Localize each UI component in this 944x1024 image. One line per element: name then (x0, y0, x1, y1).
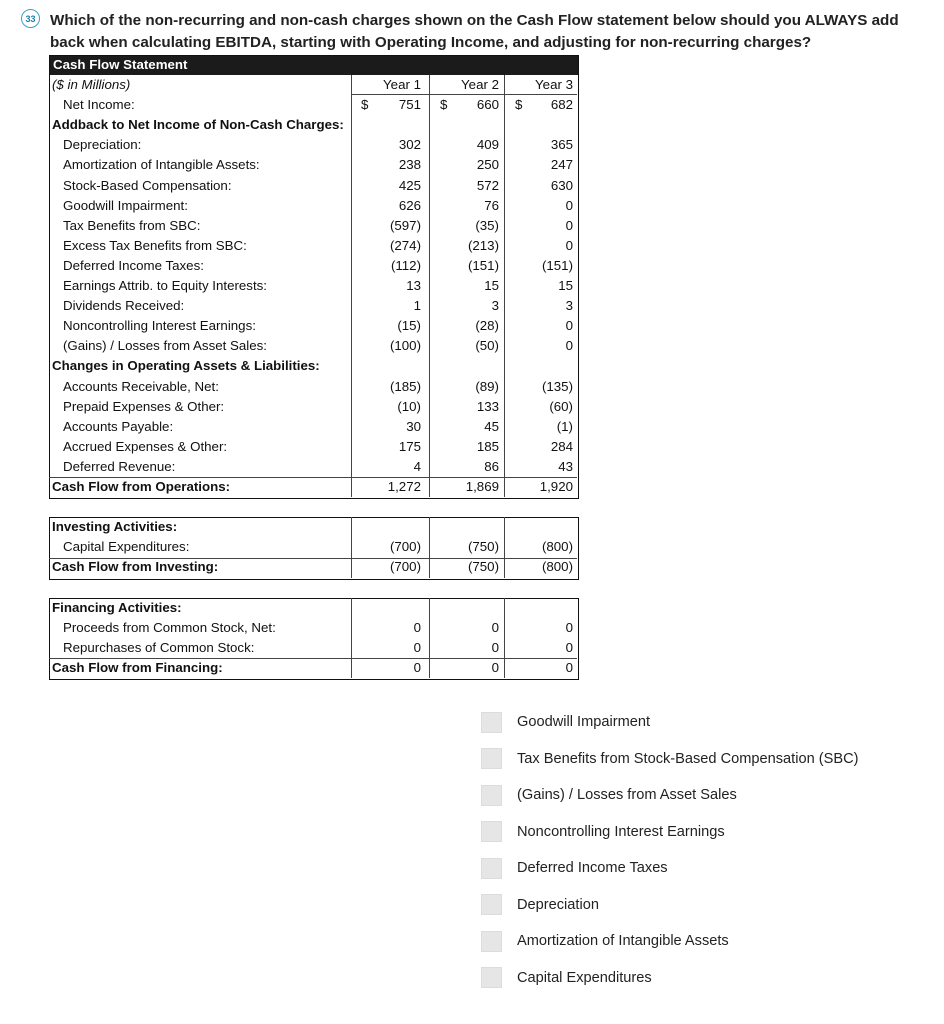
year-header: Year 1 (383, 77, 421, 93)
table-cell-value: 43 (558, 458, 573, 474)
table-gridline (49, 658, 577, 659)
table-cell-value: 1,920 (539, 478, 573, 494)
table-cell-value: (112) (390, 257, 421, 273)
table-cell-value: (60) (549, 398, 573, 414)
table-cell-value: 751 (398, 97, 421, 113)
table-cell-value: 0 (565, 659, 573, 675)
row-label: Tax Benefits from SBC: (63, 217, 201, 233)
total-row (49, 658, 579, 678)
table-cell-value: (750) (467, 539, 499, 555)
row-label: Cash Flow from Financing: (52, 659, 223, 675)
cash-flow-statement-table (49, 55, 579, 678)
table-cell-value: 0 (491, 639, 499, 655)
table-row (49, 176, 579, 196)
table-cell-value: 0 (413, 619, 421, 635)
table-cell-value: 302 (398, 137, 421, 153)
row-label: Earnings Attrib. to Equity Interests: (63, 278, 267, 294)
table-cell-value: (1) (556, 418, 573, 434)
table-cell-value: 0 (565, 639, 573, 655)
row-label: Prepaid Expenses & Other: (63, 398, 225, 414)
option-checkbox[interactable] (481, 894, 502, 915)
table-cell-value: (800) (541, 559, 573, 575)
table-row (49, 155, 579, 175)
table-gridline (351, 94, 577, 95)
total-row (49, 557, 579, 577)
table-cell-value: 250 (476, 157, 499, 173)
table-row (49, 457, 579, 477)
table-cell-value: (28) (475, 318, 499, 334)
table-row (49, 377, 579, 397)
table-cell-value: (800) (541, 539, 573, 555)
row-label: Noncontrolling Interest Earnings: (63, 318, 256, 334)
table-cell-value: 15 (558, 278, 573, 294)
table-row (49, 397, 579, 417)
option-checkbox[interactable] (481, 821, 502, 842)
spacer-row (49, 577, 579, 597)
table-cell-value: (274) (389, 237, 421, 253)
table-gridline (429, 517, 430, 577)
currency-symbol: $ (515, 97, 523, 113)
table-cell-value: 0 (491, 619, 499, 635)
table-cell-value: 0 (565, 338, 573, 354)
table-cell-value: (10) (397, 398, 421, 414)
table-gridline (504, 75, 505, 497)
table-cell-value: 0 (413, 639, 421, 655)
table-cell-value: 0 (565, 197, 573, 213)
table-cell-value: 238 (398, 157, 421, 173)
answer-option[interactable] (481, 704, 921, 741)
table-cell-value: 0 (565, 237, 573, 253)
table-cell-value: (151) (467, 257, 499, 273)
section-header: Financing Activities: (52, 599, 182, 615)
total-row (49, 477, 579, 497)
table-cell-value: 1 (413, 298, 421, 314)
table-cell-value: (50) (475, 338, 499, 354)
table-title: Cash Flow Statement (53, 57, 188, 72)
table-cell-value: 13 (406, 278, 421, 294)
option-label: (Gains) / Losses from Asset Sales (517, 787, 737, 804)
currency-symbol: $ (440, 97, 448, 113)
table-row (49, 417, 579, 437)
section-header-row (49, 115, 579, 135)
table-cell-value: 45 (484, 418, 499, 434)
table-gridline (351, 517, 352, 577)
option-checkbox[interactable] (481, 785, 502, 806)
option-checkbox[interactable] (481, 858, 502, 879)
table-row (49, 135, 579, 155)
option-label: Depreciation (517, 896, 599, 913)
table-cell-value: (135) (541, 378, 573, 394)
table-gridline (351, 598, 352, 678)
table-row (49, 196, 579, 216)
option-label: Goodwill Impairment (517, 714, 651, 731)
table-cell-value: 660 (476, 97, 499, 113)
year-header: Year 2 (461, 77, 499, 93)
section-header-row (49, 517, 579, 537)
answer-option[interactable] (481, 741, 921, 778)
table-row (49, 537, 579, 557)
row-label: Proceeds from Common Stock, Net: (63, 619, 276, 635)
table-cell-value: 365 (550, 137, 573, 153)
currency-symbol: $ (361, 97, 369, 113)
row-label: Stock-Based Compensation: (63, 177, 232, 193)
table-cell-value: 0 (565, 217, 573, 233)
table-cell-value: (89) (475, 378, 499, 394)
question-number-badge: 33 (21, 9, 40, 28)
option-checkbox[interactable] (481, 712, 502, 733)
table-row (49, 236, 579, 256)
table-cell-value: (700) (389, 539, 421, 555)
option-checkbox[interactable] (481, 931, 502, 952)
row-label: Accounts Payable: (63, 418, 174, 434)
table-cell-value: 185 (476, 438, 499, 454)
row-label: Goodwill Impairment: (63, 197, 188, 213)
table-cell-value: 1,869 (465, 478, 499, 494)
table-row (49, 216, 579, 236)
table-gridline (429, 598, 430, 678)
table-gridline (49, 558, 577, 559)
row-label: Cash Flow from Investing: (52, 559, 219, 575)
answer-option[interactable] (481, 777, 921, 814)
table-gridline (351, 75, 352, 497)
table-units: ($ in Millions) (52, 77, 131, 93)
row-label: Repurchases of Common Stock: (63, 639, 255, 655)
row-label: Accrued Expenses & Other: (63, 438, 228, 454)
table-gridline (504, 517, 505, 577)
table-cell-value: 682 (550, 97, 573, 113)
table-cell-value: 247 (550, 157, 573, 173)
spacer-row (49, 497, 579, 517)
table-cell-value: 425 (398, 177, 421, 193)
table-cell-value: 76 (484, 197, 499, 213)
answer-option[interactable] (481, 850, 921, 887)
row-label: Accounts Receivable, Net: (63, 378, 219, 394)
table-cell-value: 86 (484, 458, 499, 474)
table-title-row (49, 55, 579, 75)
row-label: (Gains) / Losses from Asset Sales: (63, 338, 267, 354)
table-row (49, 638, 579, 658)
table-row (49, 316, 579, 336)
answer-option[interactable] (481, 887, 921, 924)
table-cell-value: 409 (476, 137, 499, 153)
answer-options (481, 704, 921, 996)
table-row (49, 437, 579, 457)
section-header-row (49, 598, 579, 618)
table-cell-value: (597) (389, 217, 421, 233)
table-cell-value: 1,272 (387, 478, 421, 494)
row-label: Capital Expenditures: (63, 539, 190, 555)
table-cell-value: 3 (491, 298, 499, 314)
option-label: Amortization of Intangible Assets (517, 933, 729, 950)
option-label: Deferred Income Taxes (517, 860, 668, 877)
table-cell-value: (100) (389, 338, 421, 354)
row-label: Amortization of Intangible Assets: (63, 157, 260, 173)
table-cell-value: (750) (467, 559, 499, 575)
question-text: Which of the non-recurring and non-cash charges shown on the Cash Flow statement below should you ALWAYS add back when calculating EBITDA, starting with Operating Income, and adjusting for non-recurring charges? (50, 12, 899, 51)
table-cell-value: 572 (476, 177, 499, 193)
section-header: Addback to Net Income of Non-Cash Charges: (52, 117, 344, 133)
table-cell-value: 630 (550, 177, 573, 193)
row-label: Deferred Income Taxes: (63, 257, 204, 273)
table-cell-value: 284 (550, 438, 573, 454)
table-cell-value: 175 (398, 438, 421, 454)
section-header: Investing Activities: (52, 519, 178, 535)
table-cell-value: (185) (389, 378, 421, 394)
table-gridline (504, 598, 505, 678)
table-cell-value: 3 (565, 298, 573, 314)
section-header: Changes in Operating Assets & Liabilities: (52, 358, 320, 374)
table-row (49, 276, 579, 296)
row-label: Deferred Revenue: (63, 458, 176, 474)
table-gridline (49, 477, 577, 478)
answer-option[interactable] (481, 923, 921, 960)
table-units-row (49, 75, 579, 95)
table-cell-value: (213) (467, 237, 499, 253)
table-cell-value: 0 (565, 318, 573, 334)
table-cell-value: (15) (397, 318, 421, 334)
table-cell-value: (35) (475, 217, 499, 233)
row-label: Cash Flow from Operations: (52, 478, 231, 494)
table-cell-value: (700) (389, 559, 421, 575)
row-label: Depreciation: (63, 137, 142, 153)
year-header: Year 3 (535, 77, 573, 93)
option-label: Capital Expenditures (517, 969, 652, 986)
table-cell-value: 0 (565, 619, 573, 635)
table-row (49, 256, 579, 276)
table-row (49, 296, 579, 316)
section-header-row (49, 356, 579, 376)
table-gridline (429, 75, 430, 497)
row-label: Dividends Received: (63, 298, 185, 314)
table-cell-value: 626 (398, 197, 421, 213)
table-cell-value: 15 (484, 278, 499, 294)
table-cell-value: 0 (413, 659, 421, 675)
table-cell-value: 0 (491, 659, 499, 675)
table-cell-value: (151) (541, 257, 573, 273)
table-row (49, 336, 579, 356)
option-label: Tax Benefits from Stock-Based Compensation (SBC) (517, 750, 859, 767)
answer-option[interactable] (481, 814, 921, 851)
row-label: Net Income: (63, 97, 135, 113)
table-cell-value: 4 (413, 458, 421, 474)
option-checkbox[interactable] (481, 967, 502, 988)
answer-option[interactable] (481, 960, 921, 997)
table-row (49, 95, 579, 115)
table-row (49, 618, 579, 638)
table-cell-value: 133 (476, 398, 499, 414)
option-label: Noncontrolling Interest Earnings (517, 823, 725, 840)
row-label: Excess Tax Benefits from SBC: (63, 237, 247, 253)
table-cell-value: 30 (406, 418, 421, 434)
option-checkbox[interactable] (481, 748, 502, 769)
